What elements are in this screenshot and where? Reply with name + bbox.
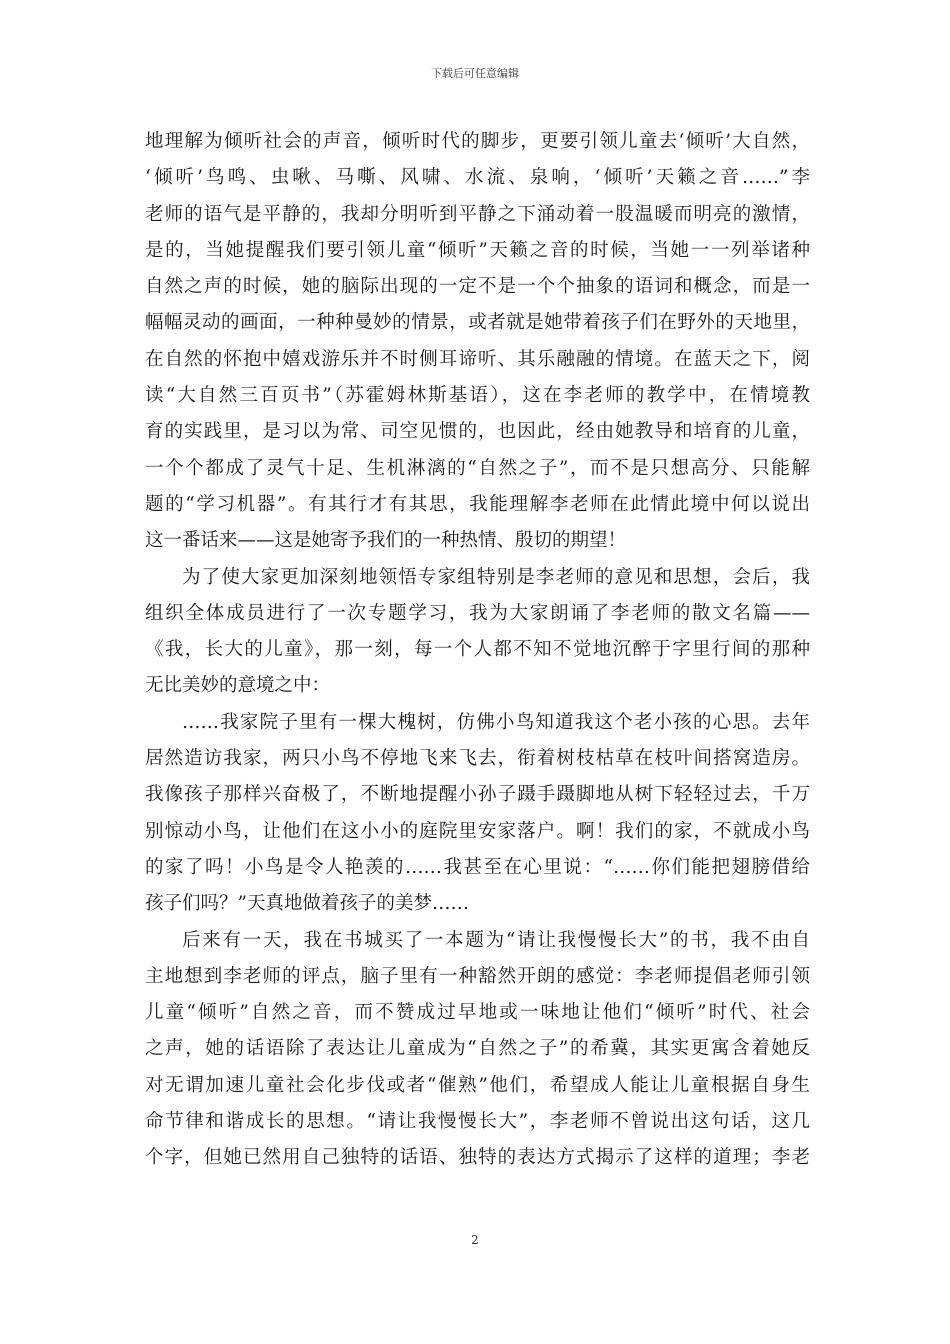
text-line: 的家了吗！小鸟是令人艳羡的……我甚至在心里说：“……你们能把翅膀借给: [145, 856, 810, 878]
text-line: 我像孩子那样兴奋极了，不断地提醒小孙子蹑手蹑脚地从树下轻轻过去，千万: [145, 784, 810, 806]
paragraph: [145, 560, 810, 705]
text-line: 别惊动小鸟，让他们在这小小的庭院里安家落户。啊！我们的家，不就成小鸟: [145, 820, 810, 842]
text-line: 一个个都成了灵气十足、生机淋漓的“自然之子”，而不是只想高分、只能解: [145, 457, 810, 479]
text-line: 为了使大家更加深刻地领悟专家组特别是李老师的意见和思想，会后，我: [182, 566, 810, 588]
text-line: 个字，但她已然用自己独特的话语、独特的表达方式揭示了这样的道理；李老: [145, 1147, 810, 1169]
text-line: 无比美妙的意境之中：: [145, 675, 331, 697]
text-line: 《我，长大的儿童》，那一刻，每一个人都不知不觉地沉醉于字里行间的那种: [145, 639, 810, 661]
text-line: 儿童“倾听”自然之音，而不赞成过早地或一味地让他们“倾听”时代、社会: [145, 1002, 810, 1024]
text-line: 幅幅灵动的画面，一种种曼妙的情景，或者就是她带着孩子们在野外的天地里，: [145, 312, 810, 334]
text-line: 孩子们吗？”天真地做着孩子的美梦……: [145, 893, 469, 915]
text-line: 这一番话来——这是她寄予我们的一种热情、殷切的期望！: [145, 530, 627, 552]
text-line: 主地想到李老师的评点，脑子里有一种豁然开朗的感觉：李老师提倡老师引领: [145, 965, 810, 987]
text-line: 命节律和谐成长的思想。“请让我慢慢长大”，李老师不曾说出这句话，这几: [145, 1111, 810, 1133]
text-line: 组织全体成员进行了一次专题学习，我为大家朗诵了李老师的散文名篇——: [145, 602, 810, 624]
text-line: ……我家院子里有一棵大槐树，仿佛小鸟知道我这个老小孩的心思。去年: [182, 711, 810, 733]
document-body: [145, 124, 810, 1177]
text-line: 地理解为倾听社会的声音，倾听时代的脚步，更要引领儿童去‘倾听’大自然，: [145, 131, 810, 152]
text-line: 育的实践里，是习以为常、司空见惯的，也因此，经由她教导和培育的儿童，: [145, 421, 810, 443]
text-line: 读“大自然三百页书”（苏霍姆林斯基语），这在李老师的教学中，在情境教: [145, 385, 810, 407]
paragraph: [145, 705, 810, 923]
text-line: 居然造访我家，两只小鸟不停地飞来飞去，衔着树枝枯草在枝叶间搭窝造房。: [145, 748, 810, 770]
text-line: 之声，她的话语除了表达让儿童成为“自然之子”的希冀，其实更寓含着她反: [145, 1038, 810, 1060]
text-line: 题的“学习机器”。有其行才有其思，我能理解李老师在此情此境中何以说出: [145, 493, 810, 515]
paragraph: [145, 124, 810, 560]
text-line: 在自然的怀抱中嬉戏游乐并不时侧耳谛听、其乐融融的情境。在蓝天之下，阅: [145, 348, 810, 370]
text-line: 自然之声的时候，她的脑际出现的一定不是一个个抽象的语词和概念，而是一: [145, 276, 810, 298]
text-line: 后来有一天，我在书城买了一本题为“请让我慢慢长大”的书，我不由自: [182, 929, 810, 951]
paragraph: [145, 923, 810, 1177]
page-number: 2: [471, 1233, 479, 1247]
text-line: 是的，当她提醒我们要引领儿童“倾听”天籁之音的时候，当她一一列举诸种: [145, 239, 810, 261]
text-line: ‘倾听’鸟鸣、虫啾、马嘶、风啸、水流、泉响，‘倾听’天籁之音……”李: [145, 167, 810, 189]
text-line: 对无谓加速儿童社会化步伐或者“催熟”他们，希望成人能让儿童根据自身生: [145, 1074, 810, 1096]
page-header: 下载后可任意编辑: [431, 67, 519, 80]
text-line: 老师的语气是平静的，我却分明听到平静之下涌动着一股温暖而明亮的激情，: [145, 203, 810, 225]
